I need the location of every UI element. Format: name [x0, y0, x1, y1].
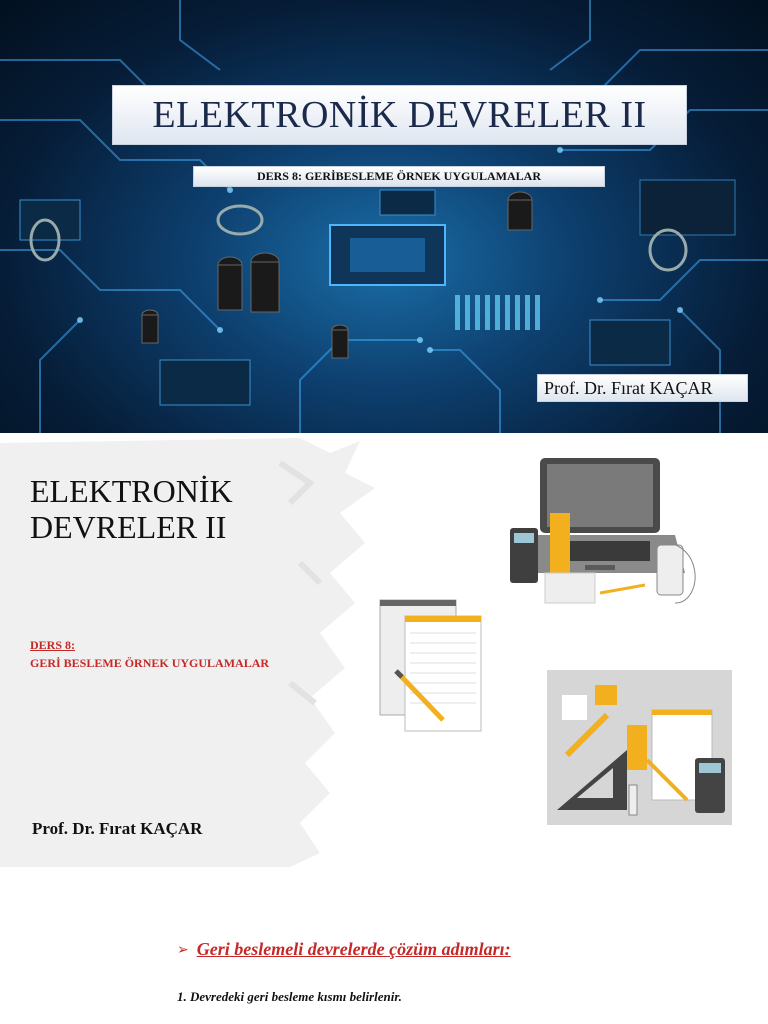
slide-subtitle: DERS 8: GERİBESLEME ÖRNEK UYGULAMALAR [256, 169, 542, 183]
cover-slide [0, 433, 768, 867]
cover-title-line2: DEVRELER II [30, 509, 227, 545]
author-name: Prof. Dr. Fırat KAÇAR [544, 377, 713, 398]
bullet-heading-text: Geri beslemeli devrelerde çözüm adımları: [196, 939, 511, 959]
bullet-heading [177, 939, 511, 960]
author-box [537, 374, 748, 402]
lesson-number: DERS 8: [30, 638, 76, 652]
lesson-subtitle [30, 636, 269, 672]
laptop-illustration [505, 453, 705, 608]
circuit-board-background [0, 0, 768, 433]
notepad-illustration [378, 598, 488, 738]
cover-title [30, 473, 233, 545]
desk-tools-illustration [547, 670, 732, 825]
cover-author: Prof. Dr. Fırat KAÇAR [32, 819, 203, 838]
slide-title: ELEKTRONİK DEVRELER II [152, 94, 647, 136]
title-box [112, 85, 687, 145]
lesson-topic: GERİ BESLEME ÖRNEK UYGULAMALAR [30, 656, 270, 670]
title-slide [0, 0, 768, 433]
content-slide [0, 867, 768, 1024]
cover-title-line1: ELEKTRONİK [30, 473, 233, 509]
arrow-bullet-icon: ➢ [177, 941, 189, 958]
subtitle-box [193, 166, 605, 187]
step-1-text: 1. Devredeki geri besleme kısmı belirlenir. [177, 989, 402, 1004]
